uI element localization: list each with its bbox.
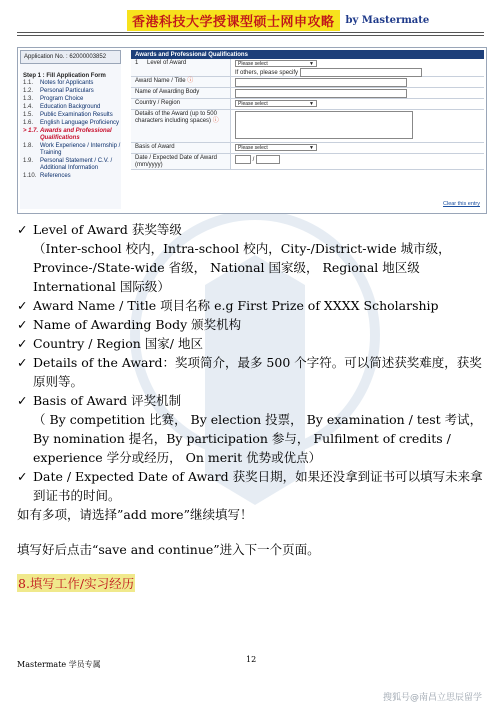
header-rule-2: [17, 35, 484, 36]
check-icon: ✓: [17, 355, 28, 370]
nav-item-work[interactable]: 1.8. Work Experience / Internship / Training: [23, 143, 121, 156]
check-icon: ✓: [17, 469, 28, 484]
check-icon: ✓: [17, 336, 28, 351]
list-item-sub: （ By competition 比赛， By election 投票， By examination / test 考试， By nomination 提名，By participation 参与， Fulfilment of credits / experience 学分或经历， On merit 优势或优点）: [33, 412, 483, 465]
basis-label: Basis of Award: [131, 143, 231, 153]
award-name-label: Award Name / Title: [135, 78, 186, 84]
details-label: Details of the Award (up to 500 characters including spaces): [135, 111, 217, 124]
header-title: 香港科技大学授课型硕士网申攻略: [127, 10, 340, 31]
clear-entry-link[interactable]: Clear this entry: [443, 201, 480, 207]
source-credit: 搜狐号@南昌立思辰留学: [383, 693, 483, 703]
list-item: ✓ Level of Award 获奖等级: [17, 222, 182, 237]
country-label: Country / Region: [131, 99, 231, 109]
nav-item-statement[interactable]: 1.9. Personal Statement / C.V. / Additional Information: [23, 158, 113, 171]
check-icon: ✓: [17, 298, 28, 313]
nav-item-notes[interactable]: 1.1. Notes for Applicants: [23, 80, 94, 86]
form-sidebar: [20, 50, 121, 209]
level-of-award-select[interactable]: Please select ▼: [235, 60, 317, 67]
nav-item-personal[interactable]: 1.2. Personal Particulars: [23, 88, 94, 94]
save-continue-note: 填写好后点击“save and continue”进入下一个页面。: [17, 542, 320, 557]
application-number: Application No. : 62000003852: [20, 50, 121, 64]
awards-form: Awards and Professional Qualifications 1 Level of Award Please select ▼ If others, please specify Award Name / Title ⓘ Name of Awarding Body Country / Region Please select ▼ Details of the Award (up to 500 characters including spaces) ⓘ Basis of Award Please select ▼ Date / Expected Date of Award (mm/yyyy) / Clear this entry: [131, 50, 484, 209]
list-item: ✓ Basis of Award 评奖机制: [17, 393, 182, 408]
form-section-title: Awards and Professional Qualifications: [131, 50, 484, 59]
nav-item-program[interactable]: 1.3. Program Choice: [23, 96, 84, 102]
nav-item-references[interactable]: 1.10. References: [23, 173, 71, 179]
add-more-note: 如有多项，请选择”add more”继续填写！: [17, 507, 253, 522]
check-icon: ✓: [17, 222, 28, 237]
nav-item-education[interactable]: 1.4. Education Background: [23, 104, 101, 110]
section-heading: 8.填写工作/实习经历: [18, 576, 135, 591]
header-brand: by Mastermate: [345, 15, 430, 26]
level-label: Level of Award: [147, 60, 187, 66]
year-input[interactable]: [256, 155, 280, 164]
footer-label: Mastermate 学员专属: [17, 660, 101, 669]
awarding-body-label: Name of Awarding Body: [131, 88, 231, 98]
header-rule: [17, 32, 484, 33]
award-name-input[interactable]: [235, 78, 407, 87]
page-header: [127, 11, 429, 30]
nav-item-awards[interactable]: > 1.7. Awards and Professional Qualifications: [23, 128, 112, 141]
nav-item-english[interactable]: 1.6. English Language Proficiency: [23, 120, 120, 126]
list-item: ✓ Name of Awarding Body 颁奖机构: [17, 317, 242, 332]
instructions: [17, 220, 485, 505]
check-icon: ✓: [17, 317, 28, 332]
list-item: ✓ Country / Region 国家/ 地区: [17, 336, 203, 351]
list-item: ✓ Details of the Award：奖项简介，最多 500 个字符。可以简述获奖难度，获奖原则等。: [17, 355, 482, 389]
month-input[interactable]: [235, 155, 251, 164]
awarding-body-input[interactable]: [235, 89, 407, 98]
check-icon: ✓: [17, 393, 28, 408]
list-item: ✓ Date / Expected Date of Award 获奖日期，如果还没拿到证书可以填写未来拿到证书的时间。: [17, 469, 483, 503]
country-select[interactable]: Please select ▼: [235, 100, 317, 107]
form-screenshot: [17, 47, 487, 214]
others-label: If others, please specify: [235, 70, 299, 77]
details-textarea[interactable]: [235, 111, 413, 139]
step-heading: Step 1 : Fill Application Form: [23, 73, 106, 79]
basis-select[interactable]: Please select ▼: [235, 144, 317, 151]
list-item-sub: （Inter-school 校内，Intra-school 校内，City-/District-wide 城市级，Province-/State-wide 省级， National 国家级， Regional 地区级 International 国际级）: [33, 241, 451, 294]
help-icon: ⓘ: [187, 78, 194, 84]
date-label: Date / Expected Date of Award (mm/yyyy): [131, 154, 231, 169]
help-icon-2: ⓘ: [212, 117, 219, 124]
page-number: 12: [246, 655, 257, 664]
list-item: ✓ Award Name / Title 项目名称 e.g First Prize of XXXX Scholarship: [17, 298, 439, 313]
others-input[interactable]: [300, 68, 422, 77]
nav-item-exams[interactable]: 1.5. Public Examination Results: [23, 112, 113, 118]
